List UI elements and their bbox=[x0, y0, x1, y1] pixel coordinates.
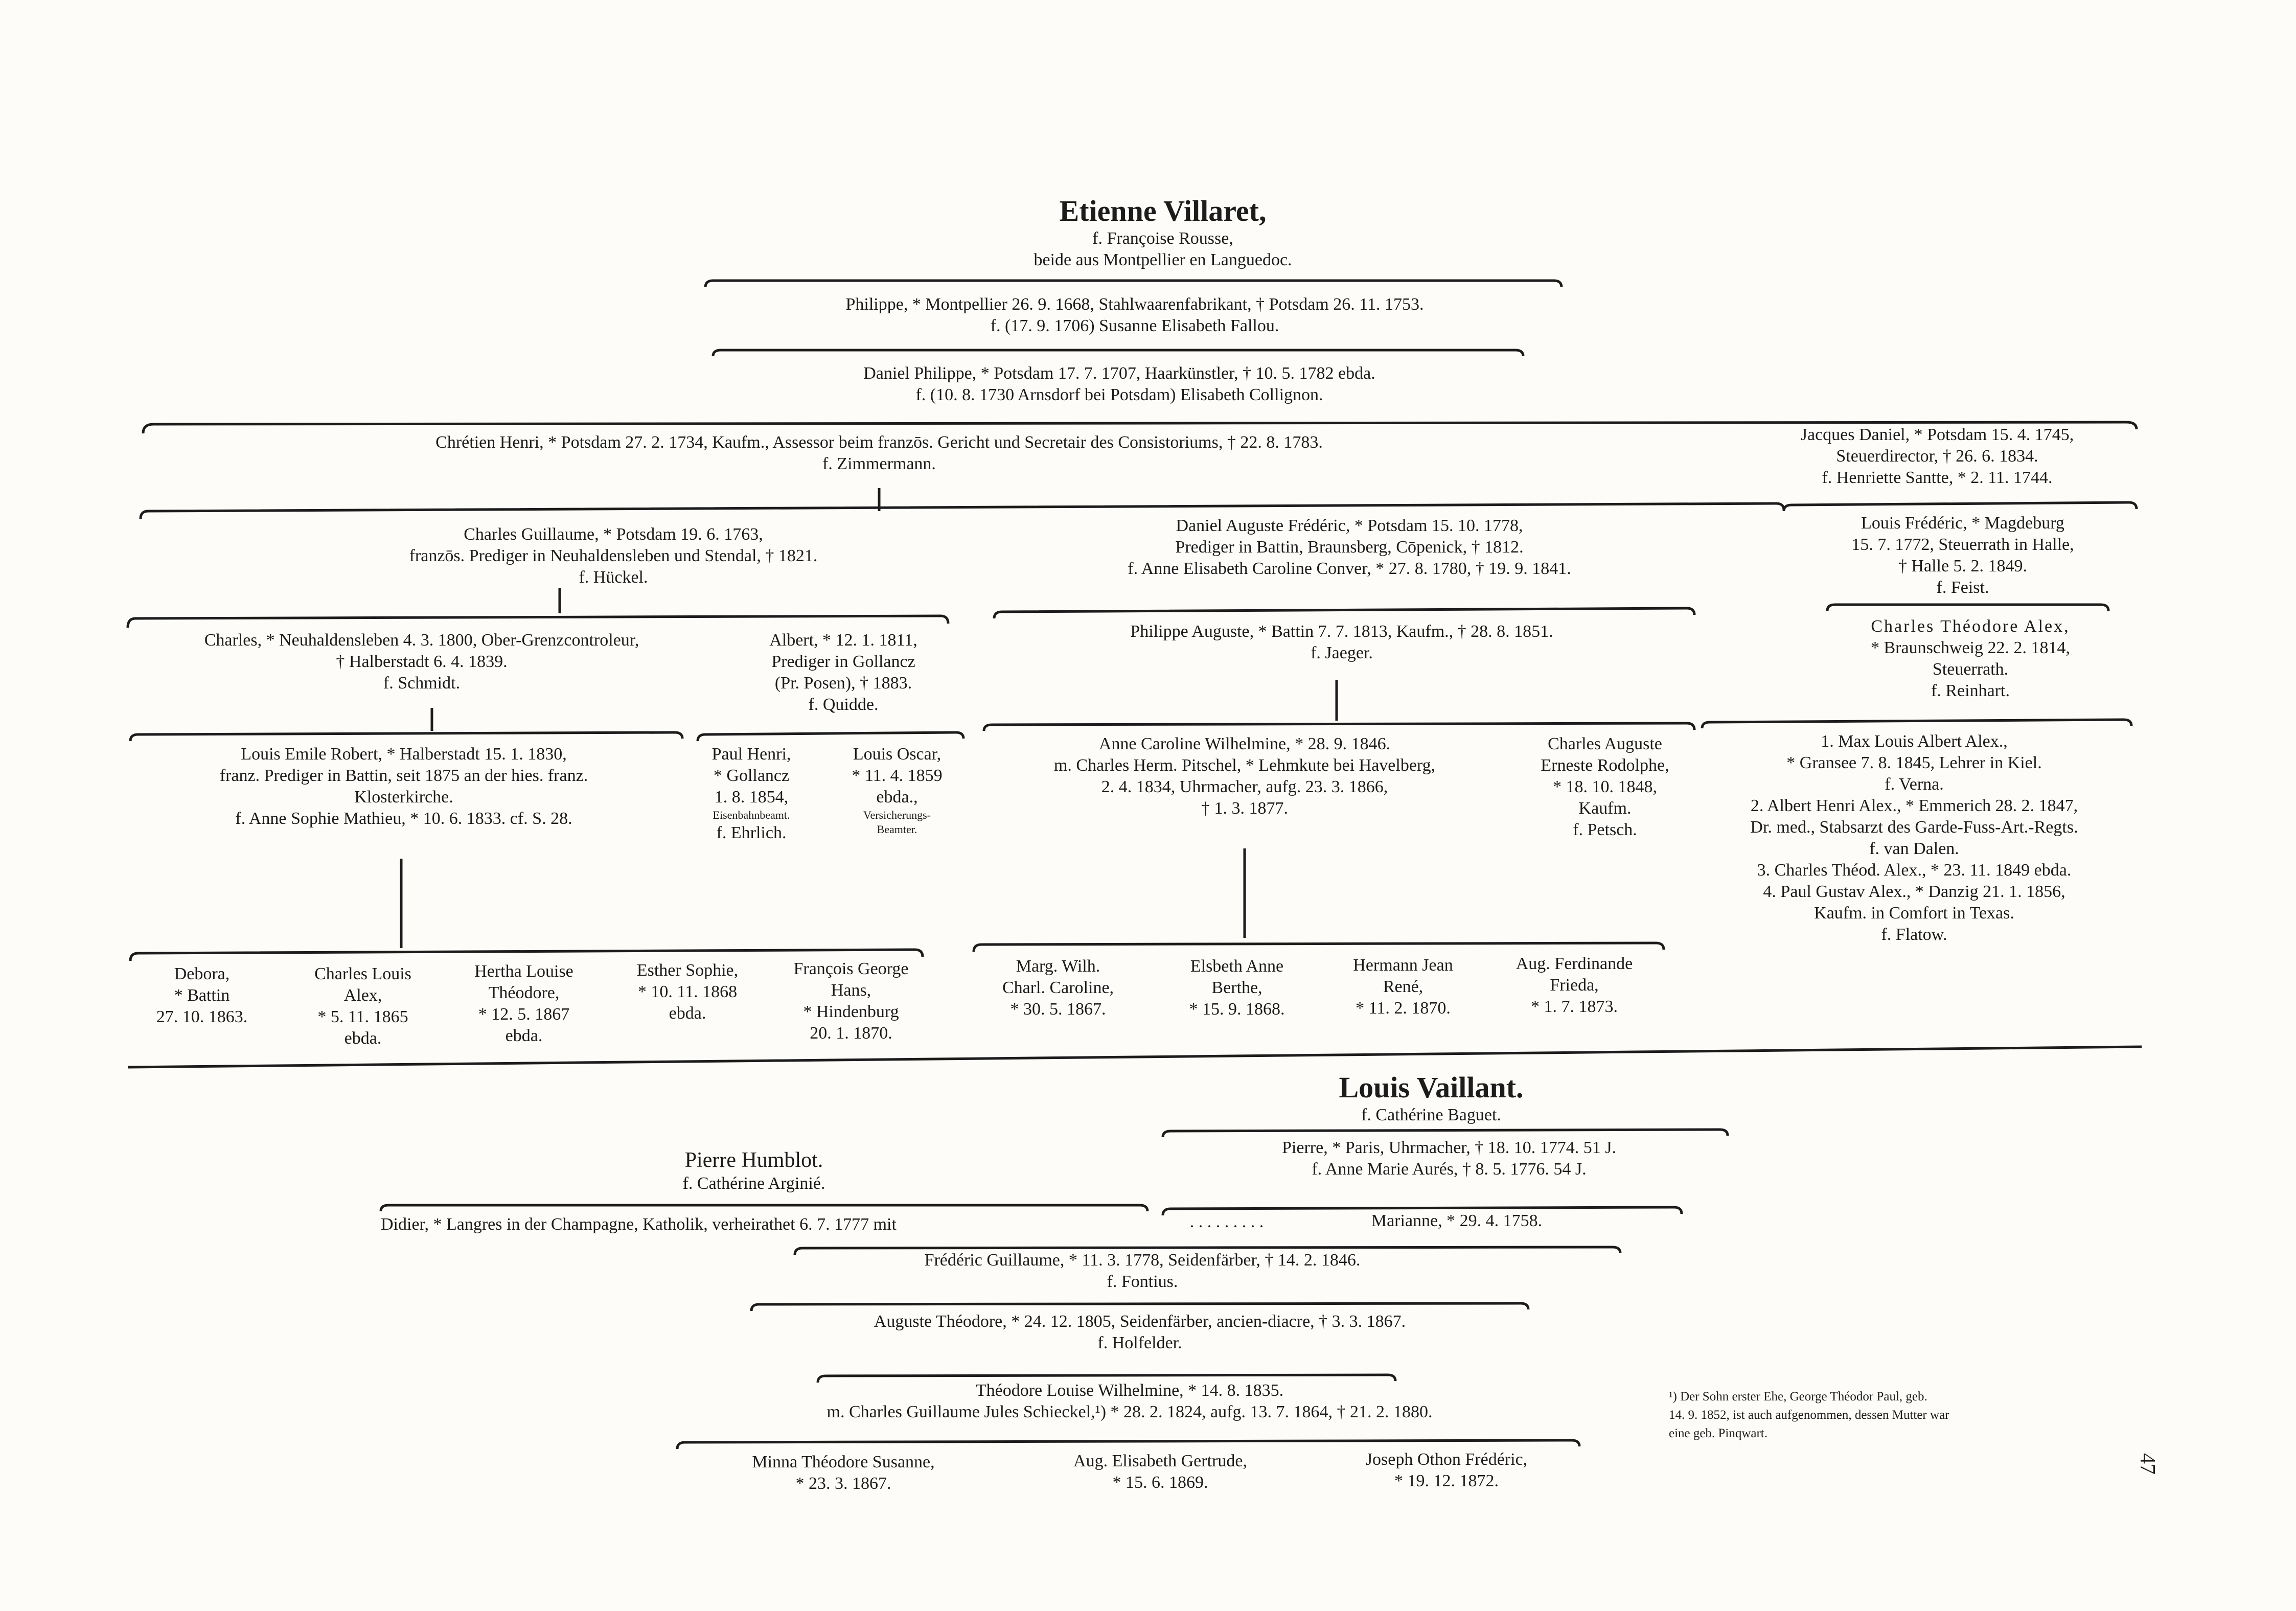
entry-line: * 15. 6. 1869. bbox=[1112, 1473, 1208, 1492]
entry-line: Eisenbahnbeamt. bbox=[713, 809, 790, 821]
entry-line: f. Petsch. bbox=[1573, 820, 1637, 839]
entry-line: f. Hückel. bbox=[579, 568, 648, 587]
entry-line: Louis Oscar, bbox=[853, 745, 942, 764]
entry-line: Daniel Philippe, * Potsdam 17. 7. 1707, Haarkünstler, † 10. 5. 1782 ebda. bbox=[863, 364, 1375, 383]
footnote-line: eine geb. Pinqwart. bbox=[1669, 1426, 1768, 1440]
child-minna-theodore bbox=[685, 1452, 1002, 1494]
entry-line: 27. 10. 1863. bbox=[156, 1007, 248, 1026]
paul-henri-entry bbox=[687, 744, 815, 844]
entry-line: * Hindenburg bbox=[803, 1002, 899, 1021]
entry-line: † Halberstadt 6. 4. 1839. bbox=[336, 652, 508, 671]
entry-line: 1. 8. 1854, bbox=[714, 788, 789, 807]
entry-line: Charles Louis bbox=[314, 964, 411, 983]
entry-line: * 11. 2. 1870. bbox=[1356, 999, 1451, 1018]
louis-frederic-entry bbox=[1789, 513, 2137, 599]
child-joseph-othon bbox=[1314, 1449, 1579, 1492]
list-item: 4. Paul Gustav Alex., * Danzig 21. 1. 1856, bbox=[1763, 882, 2065, 901]
list-item: 2. Albert Henri Alex., * Emmerich 28. 2. 1847, bbox=[1750, 796, 2078, 815]
entry-line: f. Fontius. bbox=[1107, 1272, 1178, 1291]
entry-line: Elsbeth Anne bbox=[1190, 957, 1284, 976]
entry-line: Louis Frédéric, * Magdeburg bbox=[1861, 514, 2064, 533]
entry-line: ebda. bbox=[344, 1029, 382, 1048]
louis-emile-robert-entry bbox=[128, 744, 680, 830]
pierre-humblot-entry bbox=[562, 1147, 946, 1194]
entry-line: f. (17. 9. 1706) Susanne Elisabeth Fallou. bbox=[990, 316, 1279, 335]
entry-line: Klosterkirche. bbox=[354, 788, 453, 807]
entry-line: 15. 7. 1772, Steuerrath in Halle, bbox=[1851, 535, 2074, 554]
entry-line: Charles Guillaume, * Potsdam 19. 6. 1763, bbox=[464, 525, 763, 544]
child-charles-louis bbox=[286, 963, 440, 1049]
entry-line: * 10. 11. 1868 bbox=[637, 982, 738, 1001]
list-item: f. Flatow. bbox=[1881, 925, 1947, 944]
jacques-daniel-entry bbox=[1738, 424, 2137, 489]
entry-line: Beamter. bbox=[877, 823, 917, 836]
entry-line: * 12. 5. 1867 bbox=[478, 1005, 570, 1024]
list-item: Kaufm. in Comfort in Texas. bbox=[1814, 904, 2014, 923]
chretien-henri-entry bbox=[245, 432, 1513, 475]
entry-line: * 30. 5. 1867. bbox=[1010, 1000, 1106, 1019]
louis-vaillant-entry bbox=[1227, 1071, 1636, 1126]
entry-line: (Pr. Posen), † 1883. bbox=[774, 674, 912, 693]
entry-line: f. Schmidt. bbox=[383, 674, 461, 693]
charles-entry bbox=[128, 630, 716, 694]
charles-guillaume-entry bbox=[245, 524, 981, 588]
philippe-entry bbox=[716, 294, 1554, 337]
child-francois-george bbox=[769, 958, 933, 1044]
entry-line: f. Henriette Santte, * 2. 11. 1744. bbox=[1822, 468, 2053, 487]
entry-line: † 1. 3. 1877. bbox=[1201, 799, 1288, 818]
entry-line: Charl. Caroline, bbox=[1002, 978, 1114, 997]
entry-line: Frieda, bbox=[1550, 976, 1599, 995]
entry-line: Steuerrath. bbox=[1932, 660, 2009, 679]
entry-line: Hermann Jean bbox=[1353, 956, 1453, 975]
reinhart-children-list bbox=[1702, 731, 2126, 946]
entry-line: Didier, * Langres in der Champagne, Katholik, verheirathet 6. 7. 1777 mit bbox=[381, 1215, 897, 1234]
entry-line: * 5. 11. 1865 bbox=[317, 1007, 408, 1026]
entry-line: Philippe Auguste, * Battin 7. 7. 1813, Kaufm., † 28. 8. 1851. bbox=[1130, 622, 1553, 641]
list-item: Dr. med., Stabsarzt des Garde-Fuss-Art.-Regts. bbox=[1750, 818, 2078, 837]
entry-line: Frédéric Guillaume, * 11. 3. 1778, Seidenfärber, † 14. 2. 1846. bbox=[924, 1251, 1361, 1270]
entry-line: Minna Théodore Susanne, bbox=[752, 1453, 935, 1471]
entry-line: f. Ehrlich. bbox=[716, 823, 787, 842]
etienne-villaret-entry bbox=[894, 194, 1431, 271]
entry-line: Hertha Louise bbox=[474, 962, 573, 981]
theodore-louise-entry bbox=[675, 1380, 1585, 1423]
entry-line: f. Holfelder. bbox=[1097, 1333, 1182, 1352]
entry-line: Aug. Ferdinande bbox=[1516, 954, 1633, 973]
entry-line: ebda. bbox=[505, 1026, 543, 1045]
charles-theodore-entry bbox=[1820, 616, 2121, 702]
humblot-name: Pierre Humblot. bbox=[684, 1148, 823, 1172]
louis-oscar-entry bbox=[828, 744, 966, 837]
entry-line: f. Quidde. bbox=[808, 695, 879, 714]
entry-line: Alex, bbox=[343, 986, 382, 1005]
entry-line: Prediger in Gollancz bbox=[771, 652, 915, 671]
entry-line: Hans, bbox=[831, 981, 871, 1000]
entry-line: 2. 4. 1834, Uhrmacher, aufg. 23. 3. 1866, bbox=[1101, 777, 1388, 796]
entry-line: m. Charles Herm. Pitschel, * Lehmkute bei Havelberg, bbox=[1053, 756, 1436, 775]
entry-line: * 19. 12. 1872. bbox=[1394, 1471, 1499, 1490]
entry-line: Paul Henri, bbox=[711, 745, 791, 764]
entry-line: Steuerdirector, † 26. 6. 1834. bbox=[1836, 447, 2038, 466]
entry-line: f. Feist. bbox=[1936, 578, 1989, 597]
entry-line: 20. 1. 1870. bbox=[810, 1024, 892, 1043]
footnote bbox=[1669, 1388, 2108, 1443]
entry-line: Philippe, * Montpellier 26. 9. 1668, Stahlwaarenfabrikant, † Potsdam 26. 11. 1753. bbox=[845, 295, 1424, 314]
entry-line: Aug. Elisabeth Gertrude, bbox=[1073, 1452, 1247, 1470]
pierre-entry bbox=[1170, 1137, 1728, 1180]
entry-line: f. (10. 8. 1730 Arnsdorf bei Potsdam) Elisabeth Collignon. bbox=[915, 385, 1323, 404]
child-marg-wilh bbox=[974, 956, 1142, 1020]
child-aug-ferdinande bbox=[1487, 953, 1661, 1018]
entry-line: Théodore, bbox=[488, 983, 560, 1002]
entry-line: Prediger in Battin, Braunsberg, Cōpenick, † 1812. bbox=[1175, 538, 1524, 557]
child-elsbeth-anne bbox=[1155, 956, 1319, 1020]
entry-line: m. Charles Guillaume Jules Schieckel,¹) * 28. 2. 1824, aufg. 13. 7. 1864, † 21. 2. 1880. bbox=[826, 1402, 1433, 1421]
anne-caroline-entry bbox=[981, 733, 1508, 819]
entry-line: . . . . . . . . . bbox=[1189, 1212, 1264, 1231]
entry-line: * Gollancz bbox=[713, 766, 790, 785]
page-number: 47 bbox=[2136, 1453, 2159, 1475]
entry-line: f. Anne Marie Aurés, † 8. 5. 1776. 54 J. bbox=[1312, 1160, 1587, 1179]
didier-entry bbox=[381, 1214, 1147, 1235]
entry-line: * 11. 4. 1859 bbox=[852, 766, 943, 785]
entry-line: f. Reinhart. bbox=[1931, 681, 2010, 700]
child-hermann-jean bbox=[1324, 955, 1482, 1019]
entry-line: f. Anne Sophie Mathieu, * 10. 6. 1833. cf. S. 28. bbox=[235, 809, 572, 828]
entry-line: Marianne, * 29. 4. 1758. bbox=[1371, 1211, 1543, 1230]
frederic-guillaume-entry bbox=[756, 1250, 1528, 1293]
humblot-spouse: f. Cathérine Arginié. bbox=[682, 1174, 825, 1193]
entry-line: Charles Auguste bbox=[1548, 734, 1662, 753]
entry-line: Versicherungs- bbox=[863, 809, 931, 821]
entry-line: † Halle 5. 2. 1849. bbox=[1898, 557, 2028, 576]
marianne-entry bbox=[1298, 1210, 1615, 1232]
child-aug-elisabeth bbox=[1012, 1451, 1308, 1493]
child-esther-sophie bbox=[608, 960, 767, 1024]
founder-spouse: f. Cathérine Baguet. bbox=[1361, 1106, 1501, 1124]
entry-line: * 1. 7. 1873. bbox=[1531, 997, 1618, 1016]
entry-line: Auguste Théodore, * 24. 12. 1805, Seidenfärber, ancien-diacre, † 3. 3. 1867. bbox=[874, 1312, 1406, 1331]
entry-line: Berthe, bbox=[1211, 978, 1262, 997]
auguste-theodore-entry bbox=[751, 1311, 1528, 1354]
charles-auguste-entry bbox=[1513, 733, 1697, 841]
entry-line: * 15. 9. 1868. bbox=[1189, 1000, 1285, 1019]
entry-line: Daniel Auguste Frédéric, * Potsdam 15. 10. 1778, bbox=[1176, 516, 1523, 535]
entry-line: * 18. 10. 1848, bbox=[1553, 777, 1657, 796]
list-item: f. van Dalen. bbox=[1869, 839, 1959, 858]
entry-line: Louis Emile Robert, * Halberstadt 15. 1. 1830, bbox=[241, 745, 567, 764]
entry-line: Anne Caroline Wilhelmine, * 28. 9. 1846. bbox=[1098, 734, 1391, 753]
entry-line: Debora, bbox=[174, 964, 230, 983]
entry-line: ebda., bbox=[876, 788, 918, 807]
entry-line: Marg. Wilh. bbox=[1016, 957, 1100, 976]
entry-line: * 23. 3. 1867. bbox=[795, 1474, 891, 1493]
entry-line: Erneste Rodolphe, bbox=[1541, 756, 1669, 775]
entry-line: Esther Sophie, bbox=[636, 961, 739, 980]
founder-name: Etienne Villaret, bbox=[1059, 194, 1267, 227]
entry-line: f. Anne Elisabeth Caroline Conver, * 27. 8. 1780, † 19. 9. 1841. bbox=[1128, 559, 1571, 578]
entry-line: ebda. bbox=[669, 1004, 706, 1023]
entry-line: Chrétien Henri, * Potsdam 27. 2. 1734, Kaufm., Assessor beim franzōs. Gericht und Secretair des Consistoriums, † 22. 8. 1783. bbox=[435, 433, 1323, 452]
entry-line: Kaufm. bbox=[1578, 799, 1632, 818]
list-item: * Gransee 7. 8. 1845, Lehrer in Kiel. bbox=[1786, 753, 2042, 772]
entry-line: Pierre, * Paris, Uhrmacher, † 18. 10. 1774. 51 J. bbox=[1282, 1138, 1616, 1157]
entry-line: René, bbox=[1383, 977, 1423, 996]
entry-line: François George bbox=[793, 959, 909, 978]
child-debora bbox=[128, 963, 276, 1028]
entry-line: Jacques Daniel, * Potsdam 15. 4. 1745, bbox=[1800, 425, 2074, 444]
entry-line: * Battin bbox=[174, 986, 230, 1005]
entry-line: Théodore Louise Wilhelmine, * 14. 8. 1835. bbox=[975, 1381, 1284, 1400]
albert-entry bbox=[726, 630, 961, 716]
entry-line: f. Zimmermann. bbox=[822, 454, 936, 473]
entry-line: * Braunschweig 22. 2. 1814, bbox=[1870, 638, 2070, 657]
entry-line: Joseph Othon Frédéric, bbox=[1365, 1450, 1528, 1469]
list-item: f. Verna. bbox=[1885, 775, 1944, 794]
founder-name: Louis Vaillant. bbox=[1339, 1071, 1524, 1104]
entry-line: franz. Prediger in Battin, seit 1875 an der hies. franz. bbox=[219, 766, 588, 785]
entry-line: franzōs. Prediger in Neuhaldensleben und Stendal, † 1821. bbox=[409, 546, 818, 565]
daniel-philippe-entry bbox=[726, 363, 1513, 406]
entry-line: Charles Théodore Alex, bbox=[1871, 617, 2070, 636]
list-item: 3. Charles Théod. Alex., * 23. 11. 1849 ebda. bbox=[1757, 861, 2072, 880]
child-hertha-louise bbox=[445, 961, 603, 1047]
daniel-auguste-frederic-entry bbox=[992, 515, 1707, 580]
footnote-line: ¹) Der Sohn erster Ehe, George Théodor Paul, geb. bbox=[1669, 1390, 1927, 1403]
marriage-dots bbox=[1150, 1211, 1303, 1233]
list-item: 1. Max Louis Albert Alex., bbox=[1821, 732, 2008, 751]
entry-line: Albert, * 12. 1. 1811, bbox=[769, 631, 917, 650]
entry-line: f. Jaeger. bbox=[1311, 643, 1373, 662]
footnote-line: 14. 9. 1852, ist auch aufgenommen, dessen Mutter war bbox=[1669, 1408, 1949, 1422]
founder-origin: beide aus Montpellier en Languedoc. bbox=[1034, 250, 1292, 269]
entry-line: Charles, * Neuhaldensleben 4. 3. 1800, Ober-Grenzcontroleur, bbox=[204, 631, 639, 650]
philippe-auguste-entry bbox=[994, 621, 1689, 664]
founder-spouse: f. Françoise Rousse, bbox=[1092, 229, 1233, 248]
